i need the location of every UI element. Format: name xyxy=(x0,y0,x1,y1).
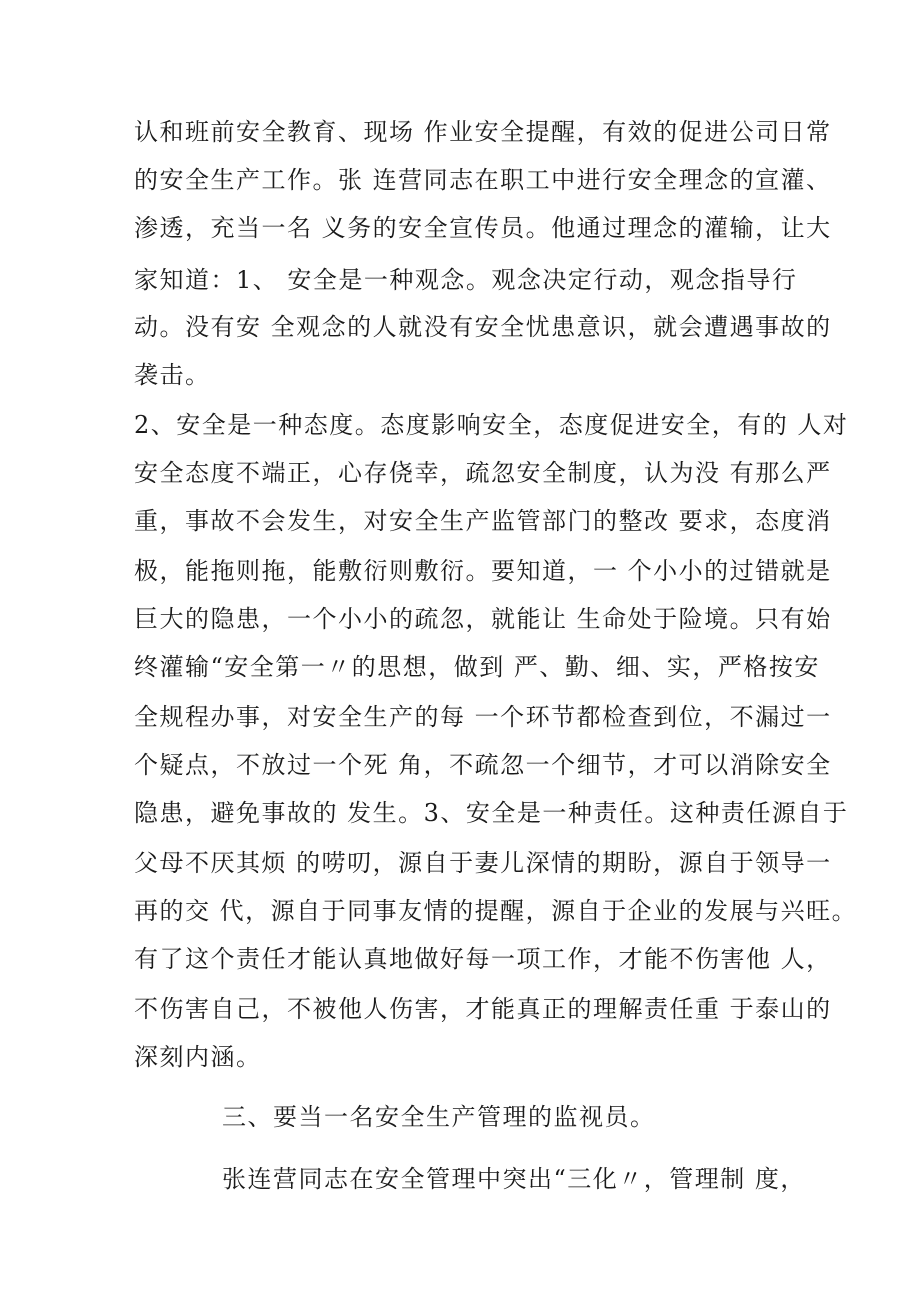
text-line: 的安全生产工作。张 连营同志在职工中进行安全理念的宣灌、 xyxy=(134,166,832,194)
text-line: 渗透，充当一名 义务的安全宣传员。他通过理念的灌输，让大 xyxy=(134,214,832,242)
text-line: 袭击。 xyxy=(134,361,211,389)
text-line: 家知道：1、 安全是一种观念。观念决定行动，观念指导行 xyxy=(134,266,798,294)
text-line: 2、安全是一种态度。态度影响安全，态度促进安全，有的 人对 xyxy=(134,411,849,439)
text-line: 有了这个责任才能认真地做好每一项工作，才能不伤害他 人， xyxy=(134,945,832,973)
text-line: 全规程办事，对安全生产的每 一个环节都检查到位，不漏过一 xyxy=(134,703,832,731)
text-line: 隐患，避免事故的 发生。3、安全是一种责任。这种责任源自于 xyxy=(134,799,849,827)
text-line: 认和班前安全教育、现场 作业安全提醒，有效的促进公司日常 xyxy=(134,118,832,146)
text-line: 不伤害自己，不被他人伤害，才能真正的理解责任重 于泰山的 xyxy=(134,995,832,1023)
text-line: 个疑点，不放过一个死 角，不疏忽一个细节，才可以消除安全 xyxy=(134,751,832,779)
text-line: 极，能拖则拖，能敷衍则敷衍。要知道，一 个小小的过错就是 xyxy=(134,557,832,585)
text-line: 重，事故不会发生，对安全生产监管部门的整改 要求，态度消 xyxy=(134,507,832,535)
text-line: 巨大的隐患，一个小小的疏忽，就能让 生命处于险境。只有始 xyxy=(134,605,832,633)
text-line: 终灌输“安全第一〃的思想，做到 严、勤、细、实，严格按安 xyxy=(134,653,820,681)
section-heading: 三、要当一名安全生产管理的监视员。 xyxy=(222,1103,656,1131)
text-line: 深刻内涵。 xyxy=(134,1043,262,1071)
text-line: 再的交 代，源自于同事友情的提醒，源自于企业的发展与兴旺。 xyxy=(134,897,858,925)
text-line: 张连营同志在安全管理中突出“三化〃，管理制 度， xyxy=(222,1165,806,1193)
text-line: 父母不厌其烦 的唠叨，源自于妻儿深情的期盼，源自于领导一 xyxy=(134,849,832,877)
text-line: 安全态度不端正，心存侥幸，疏忽安全制度，认为没 有那么严 xyxy=(134,459,832,487)
text-line: 动。没有安 全观念的人就没有安全忧患意识，就会遭遇事故的 xyxy=(134,313,832,341)
